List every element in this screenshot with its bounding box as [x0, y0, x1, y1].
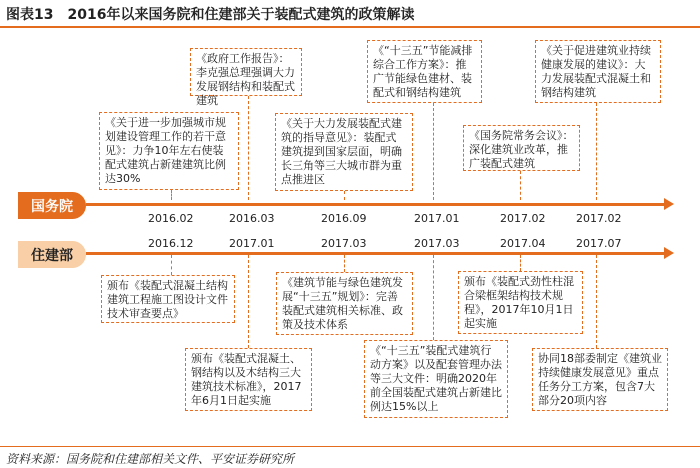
policy-box-guowu-4: 《“十三五”节能减排综合工作方案》：推广节能绿色建材、装配式和钢结构建筑 [367, 40, 482, 103]
policy-box-guowu-3: 《关于大力发展装配式建筑的指导意见》：装配式建筑提到国家层面，明确长三角等三大城市群为重点推进区 [275, 113, 413, 191]
connector-guowu-3 [344, 191, 345, 200]
date-guowu-4: 2017.01 [414, 212, 460, 225]
connector-guowu-6 [596, 103, 597, 200]
date-zhujian-4: 2017.03 [414, 237, 460, 250]
date-guowu-2: 2016.03 [229, 212, 275, 225]
connector-zhujian-5 [520, 255, 521, 271]
date-zhujian-6: 2017.07 [576, 237, 622, 250]
date-zhujian-1: 2016.12 [148, 237, 194, 250]
connector-guowu-4 [433, 103, 434, 200]
connector-guowu-1 [171, 190, 172, 200]
connector-zhujian-4 [433, 255, 434, 340]
date-guowu-1: 2016.02 [148, 212, 194, 225]
connector-zhujian-3 [344, 255, 345, 272]
connector-guowu-5 [520, 171, 521, 200]
date-zhujian-3: 2017.03 [321, 237, 367, 250]
policy-box-guowu-1: 《关于进一步加强城市规划建设管理工作的若干意见》：力争10年左右使装配式建筑占新建建筑比例达30% [99, 112, 239, 190]
policy-box-zhujian-2: 颁布《装配式混凝土、钢结构以及木结构三大建筑技术标准》，2017年6月1日起实施 [185, 348, 312, 411]
figure-title [0, 0, 700, 28]
timeline-axis-zhujian [86, 252, 664, 255]
lane-label-guowu: 国务院 [18, 192, 86, 219]
timeline-arrow-zhujian [664, 247, 674, 259]
source-note: 资料来源：国务院和住建部相关文件、平安证券研究所 [0, 446, 700, 468]
policy-box-zhujian-6: 协同18部委制定《建筑业持续健康发展意见》重点任务分工方案，包含7大部分20项内容 [532, 348, 668, 411]
policy-box-zhujian-3: 《建筑节能与绿色建筑发展“十三五”规划》：完善装配式建筑相关标准、政策及技术体系 [276, 272, 413, 335]
policy-box-zhujian-5: 颁布《装配式劲性柱混合梁框架结构技术规程》，2017年10月1日起实施 [458, 271, 583, 334]
connector-zhujian-6 [596, 255, 597, 348]
policy-box-zhujian-4: 《“十三五”装配式建筑行动方案》以及配套管理办法等三大文件：明确2020年前全国装配式建筑占新建比例达15%以上 [364, 340, 508, 418]
date-zhujian-2: 2017.01 [229, 237, 275, 250]
figure-number: 图表13 [6, 7, 54, 23]
policy-box-guowu-5: 《国务院常务会议》：深化建筑业改革，推广装配式建筑 [463, 125, 580, 171]
timeline-arrow-guowu [664, 198, 674, 210]
date-guowu-5: 2017.02 [500, 212, 546, 225]
connector-zhujian-2 [248, 255, 249, 348]
date-zhujian-5: 2017.04 [500, 237, 546, 250]
policy-box-zhujian-1: 颁布《装配式混凝土结构建筑工程施工图设计文件技术审查要点》 [101, 275, 235, 323]
date-guowu-3: 2016.09 [321, 212, 367, 225]
connector-zhujian-1 [171, 255, 172, 275]
figure-title-text: 2016年以来国务院和住建部关于装配式建筑的政策解读 [67, 7, 415, 23]
timeline-axis-guowu [86, 203, 664, 206]
connector-guowu-2 [248, 96, 249, 200]
policy-box-guowu-2: 《政府工作报告》：李克强总理强调大力发展钢结构和装配式建筑 [190, 48, 302, 96]
policy-box-guowu-6: 《关于促进建筑业持续健康发展的建议》：大力发展装配式混凝土和钢结构建筑 [535, 40, 661, 103]
date-guowu-6: 2017.02 [576, 212, 622, 225]
lane-label-zhujian: 住建部 [18, 241, 86, 268]
